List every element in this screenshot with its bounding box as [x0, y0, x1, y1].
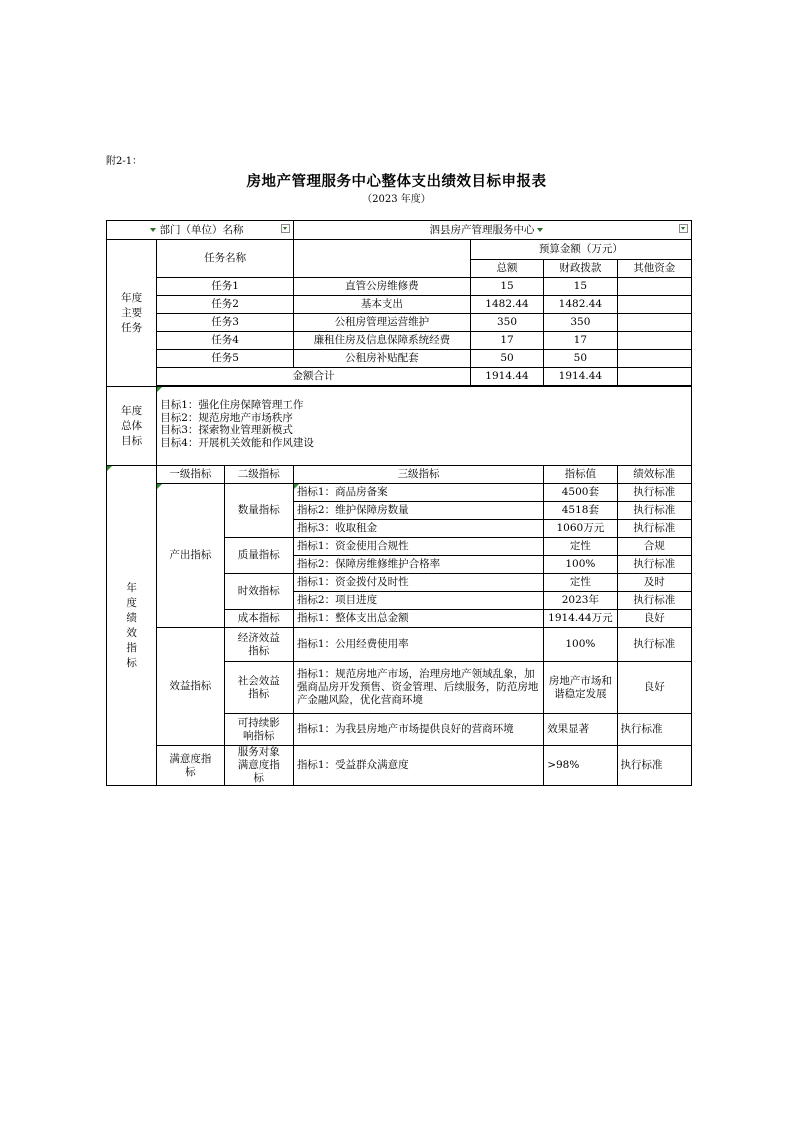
dept-label-cell[interactable]: [107, 221, 294, 240]
page-subtitle: （2023 年度）: [362, 194, 431, 205]
performance-target-table: [106, 220, 692, 786]
sum-label: 金额合计: [157, 368, 471, 386]
social-l2: 社会效益指标: [224, 662, 293, 714]
indicator-row: 指标2：项目进度 2023年 执行标准: [107, 592, 692, 610]
goal-item: 目标1：强化住房保障管理工作: [160, 399, 304, 411]
sum-total: 1914.44: [470, 368, 543, 386]
page-title: 房地产管理服务中心整体支出绩效目标申报表: [246, 173, 547, 190]
timeliness-l2: 时效指标: [224, 574, 293, 610]
indicator-row: 成本指标 指标1：整体支出总金额 1914.44万元 良好: [107, 610, 692, 628]
indicator-row: 时效指标 指标1：资金拨付及时性 定性 及时: [107, 574, 692, 592]
satisfaction-l2: 服务对象满意度指标: [224, 746, 293, 786]
task-sum-row: [107, 368, 692, 386]
goal-item: 目标3：探索物业管理新模式: [160, 424, 293, 436]
dept-value-cell[interactable]: [293, 221, 691, 240]
indicator-row: 指标2：保障房维修维护合格率 100% 执行标准: [107, 556, 692, 574]
task-name-header: 任务名称: [157, 240, 294, 278]
col-other-header: 其他资金: [617, 260, 691, 278]
cost-l2: 成本指标: [224, 610, 293, 628]
indicator-row: 可持续影响指标 指标1：为我县房地产市场提供良好的营商环境 效果显著 执行标准: [107, 714, 692, 746]
indicator-row: 社会效益指标 指标1：规范房地产市场，治理房地产领域乱象，加强商品房开发预售、资金管理、后续服务，防范房地产金融风险，优化营商环境 房地产市场和谐稳定发展 良好: [107, 662, 692, 714]
indicator-row: 指标3：收取租金 1060万元 执行标准: [107, 520, 692, 538]
quantity-l2: 数量指标: [224, 484, 293, 538]
benefit-l1: 效益指标: [157, 628, 224, 746]
budget-header: 预算金额（万元）: [470, 240, 691, 260]
task-row: 任务5 公租房补贴配套 50 50: [107, 350, 692, 368]
goals-list: [157, 387, 692, 466]
dropdown-arrow-icon[interactable]: [150, 228, 156, 232]
output-l1: 产出指标: [157, 484, 224, 628]
perf-section-label: 年 度 绩 效 指 标: [107, 466, 157, 786]
task-row: 任务3 公租房管理运营维护 350 350: [107, 314, 692, 332]
indicator-row: 指标2：维护保障房数量 4518套 执行标准: [107, 502, 692, 520]
indicator-row: 产出指标 数量指标 指标1：商品房备案 4500套 执行标准: [107, 484, 692, 502]
economic-l2: 经济效益指标: [224, 628, 293, 662]
goals-section-label: 年度 总体 目标: [107, 387, 157, 466]
col-total-header: 总额: [470, 260, 543, 278]
l1-header: 一级指标: [157, 466, 224, 484]
task-row: 任务1 直管公房维修费 15 15: [107, 278, 692, 296]
sum-other: [617, 368, 691, 386]
goal-item: 目标2：规范房地产市场秩序: [160, 411, 293, 424]
dept-label: 部门（单位）名称: [159, 223, 244, 236]
dropdown-arrow-icon[interactable]: [537, 228, 543, 232]
l3-header: 三级指标: [293, 466, 543, 484]
sustain-l2: 可持续影响指标: [224, 714, 293, 746]
task-row: 任务2 基本支出 1482.44 1482.44: [107, 296, 692, 314]
goal-item: 目标4：开展机关效能和作风建设: [160, 436, 314, 449]
dropdown-button-icon[interactable]: [679, 224, 688, 233]
indicator-row: 满意度指标 服务对象满意度指标 指标1：受益群众满意度 >98% 执行标准: [107, 746, 692, 786]
indicator-row: 效益指标 经济效益指标 指标1：公用经费使用率 100% 执行标准: [107, 628, 692, 662]
dept-name: 泗县房产管理服务中心: [429, 223, 535, 236]
sum-fiscal: 1914.44: [544, 368, 617, 386]
task-row: 任务4 廉租住房及信息保障系统经费 17 17: [107, 332, 692, 350]
std-header: 绩效标准: [617, 466, 691, 484]
value-header: 指标值: [544, 466, 617, 484]
task-content-header: [293, 240, 470, 278]
dropdown-button-icon[interactable]: [281, 224, 290, 233]
attachment-label: 附2-1：: [106, 156, 143, 167]
tasks-section-label: 年度 主要 任务: [107, 240, 157, 387]
satisfaction-l1: 满意度指标: [157, 746, 224, 786]
col-fiscal-header: 财政拨款: [544, 260, 617, 278]
indicator-row: 质量指标 指标1：资金使用合规性 定性 合规: [107, 538, 692, 556]
quality-l2: 质量指标: [224, 538, 293, 574]
l2-header: 二级指标: [224, 466, 293, 484]
